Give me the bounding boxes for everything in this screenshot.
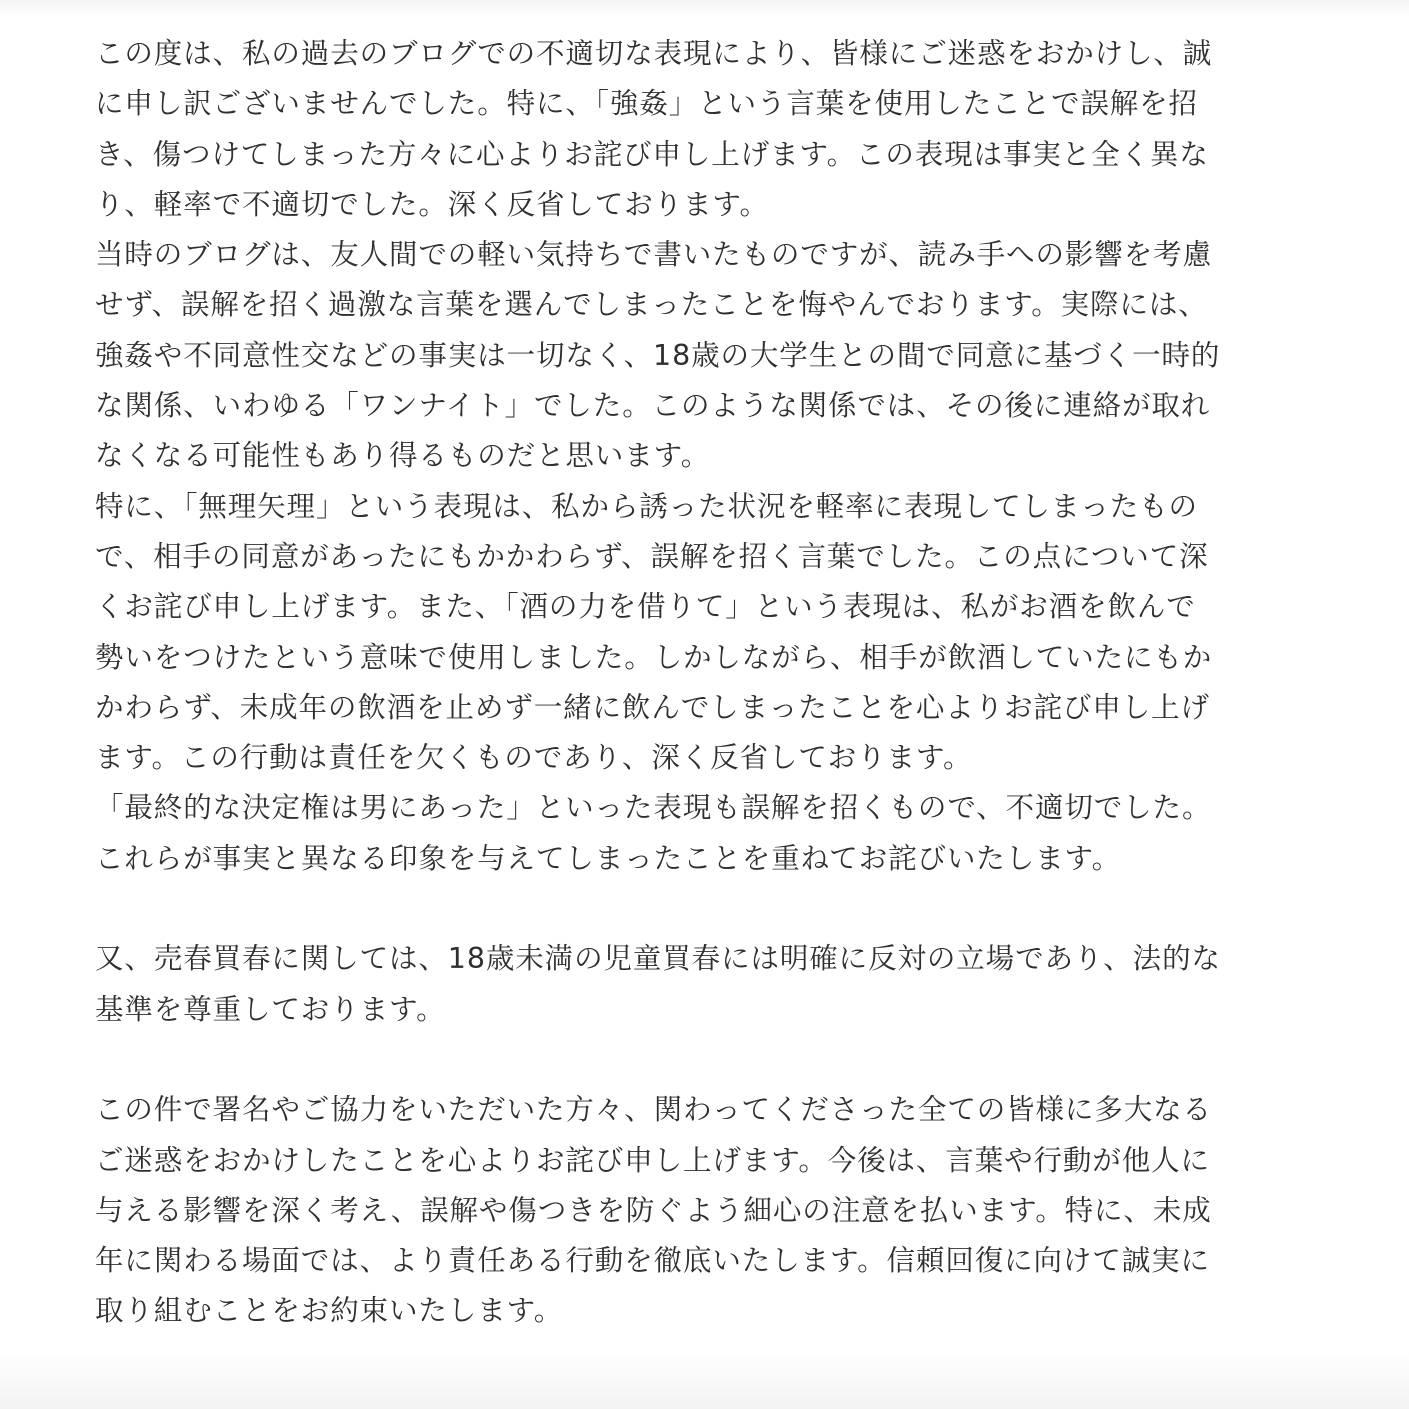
paragraph-5 <box>95 934 1320 1035</box>
apology-article <box>95 29 1320 1337</box>
paragraph-gap <box>95 884 1320 934</box>
text-line: 勢いをつけたという意味で使用しました。しかしながら、相手が飲酒していたにもか <box>95 640 1213 674</box>
text-line: に申し訳ございませんでした。特に、「強姦」という言葉を使用したことで誤解を招 <box>95 87 1198 121</box>
text-line: 取り組むことをお約束いたします。 <box>95 1294 564 1328</box>
top-edge-fade <box>0 0 1409 18</box>
text-line: 又、売春買春に関しては、18歳未満の児童買春には明確に反対の立場であり、法的な <box>95 942 1221 976</box>
text-line: 当時のブログは、友人間での軽い気持ちで書いたものですが、読み手への影響を考慮 <box>95 238 1212 272</box>
text-line: 与える影響を深く考え、誤解や傷つきを防ぐよう細心の注意を払います。特に、未成 <box>95 1193 1212 1227</box>
text-line: り、軽率で不適切でした。深く反省しております。 <box>95 187 769 221</box>
paragraph-3 <box>95 482 1320 784</box>
text-line: これらが事実と異なる印象を与えてしまったことを重ねてお詫びいたします。 <box>95 841 1122 875</box>
text-line: かわらず、未成年の飲酒を止めず一緒に飲んでしまったことを心よりお詫び申し上げ <box>95 690 1210 724</box>
text-line: 年に関わる場面では、より責任ある行動を徹底いたします。信頼回復に向けて誠実に <box>95 1244 1210 1278</box>
bottom-edge-fade <box>0 1349 1409 1409</box>
text-line: この件で署名やご協力をいただいた方々、関わってくださった全ての皆様に多大なる <box>95 1093 1212 1127</box>
text-line: 「最終的な決定権は男にあった」といった表現も誤解を招くもので、不適切でした。 <box>95 791 1212 825</box>
text-line: 強姦や不同意性交などの事実は一切なく、18歳の大学生との間で同意に基づく一時的 <box>95 338 1221 372</box>
text-line: 基準を尊重しております。 <box>95 992 446 1026</box>
text-line: せず、誤解を招く過激な言葉を選んでしまったことを悔やんでおります。実際には、 <box>95 288 1208 322</box>
paragraph-gap <box>95 1035 1320 1085</box>
paragraph-2 <box>95 230 1320 481</box>
text-line: ご迷惑をおかけしたことを心よりお詫び申し上げます。今後は、言葉や行動が他人に <box>95 1143 1210 1177</box>
paragraph-6 <box>95 1085 1320 1336</box>
text-line: 特に、「無理矢理」という表現は、私から誘った状況を軽率に表現してしまったもの <box>95 489 1198 523</box>
paragraph-1 <box>95 29 1320 230</box>
text-line: この度は、私の過去のブログでの不適切な表現により、皆様にご迷惑をおかけし、誠 <box>95 37 1213 70</box>
text-line: なくなる可能性もあり得るものだと思います。 <box>95 439 711 473</box>
text-line: ます。この行動は責任を欠くものであり、深く反省しております。 <box>95 741 973 775</box>
text-line: な関係、いわゆる「ワンナイト」でした。このような関係では、その後に連絡が取れ <box>95 389 1211 423</box>
paragraph-4 <box>95 783 1320 884</box>
text-line: き、傷つけてしまった方々に心よりお詫び申し上げます。この表現は事実と全く異な <box>95 137 1209 171</box>
text-line: くお詫び申し上げます。また、「酒の力を借りて」という表現は、私がお酒を飲んで <box>95 590 1196 624</box>
text-line: で、相手の同意があったにもかかわらず、誤解を招く言葉でした。この点について深 <box>95 539 1209 573</box>
